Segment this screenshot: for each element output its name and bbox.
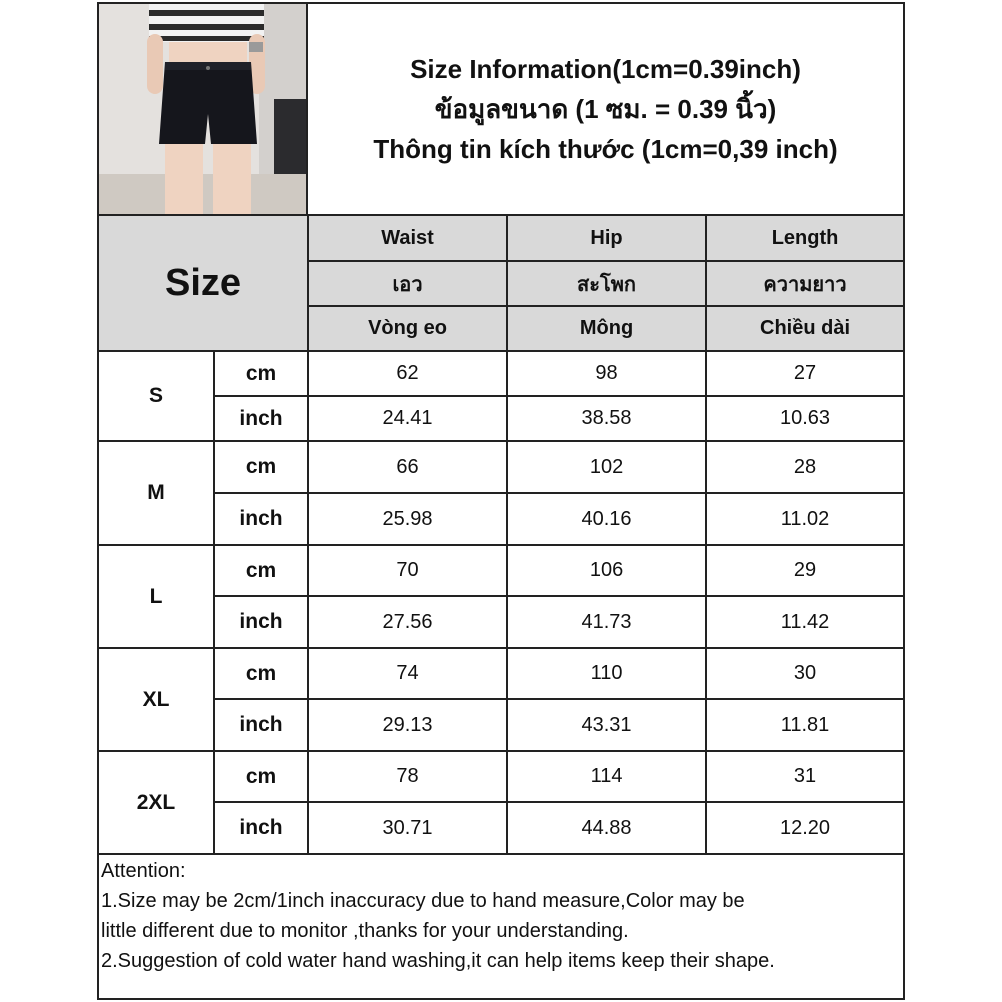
waist-header-en: Waist [308, 216, 507, 261]
hip-value: 38.58 [507, 396, 706, 441]
length-value: 28 [706, 441, 903, 493]
length-header-en: Length [706, 216, 903, 261]
table-row [99, 751, 903, 802]
unit-label: inch [214, 493, 308, 545]
hip-value: 106 [507, 545, 706, 596]
waist-value: 25.98 [308, 493, 507, 545]
size-label: L [99, 545, 214, 648]
waist-value: 27.56 [308, 596, 507, 648]
hip-value: 43.31 [507, 699, 706, 751]
size-column-header: Size [99, 216, 308, 351]
unit-label: inch [214, 802, 308, 854]
size-label: 2XL [99, 751, 214, 854]
length-value: 10.63 [706, 396, 903, 441]
waist-value: 70 [308, 545, 507, 596]
table-row [99, 699, 903, 751]
hip-value: 40.16 [507, 493, 706, 545]
length-header-vi: Chiều dài [706, 306, 903, 351]
table-row [99, 351, 903, 396]
table-row [99, 441, 903, 493]
waist-value: 74 [308, 648, 507, 699]
length-value: 11.81 [706, 699, 903, 751]
title-thai: ข้อมูลขนาด (1 ซม. = 0.39 นิ้ว) [434, 94, 777, 124]
hip-value: 44.88 [507, 802, 706, 854]
table-row [99, 802, 903, 854]
length-value: 30 [706, 648, 903, 699]
waist-value: 62 [308, 351, 507, 396]
notes-heading: Attention: [101, 860, 186, 882]
notes-line: 1.Size may be 2cm/1inch inaccuracy due to hand measure,Color may be [101, 890, 745, 912]
hip-header-en: Hip [507, 216, 706, 261]
unit-label: cm [214, 441, 308, 493]
unit-label: cm [214, 751, 308, 802]
waist-header-th: เอว [308, 261, 507, 306]
title-vietnamese: Thông tin kích thước (1cm=0,39 inch) [373, 134, 838, 164]
table-header-row [99, 216, 903, 261]
hip-header-vi: Mông [507, 306, 706, 351]
table-row [99, 596, 903, 648]
size-label: XL [99, 648, 214, 751]
unit-label: inch [214, 699, 308, 751]
length-value: 27 [706, 351, 903, 396]
waist-value: 66 [308, 441, 507, 493]
unit-label: inch [214, 396, 308, 441]
size-table [99, 216, 903, 855]
attention-notes [101, 854, 901, 998]
hip-value: 98 [507, 351, 706, 396]
unit-label: inch [214, 596, 308, 648]
length-value: 12.20 [706, 802, 903, 854]
unit-label: cm [214, 648, 308, 699]
table-row [99, 545, 903, 596]
title-english: Size Information(1cm=0.39inch) [410, 54, 801, 84]
unit-label: cm [214, 351, 308, 396]
length-value: 11.02 [706, 493, 903, 545]
notes-line: little different due to monitor ,thanks for your understanding. [101, 920, 629, 942]
product-photo [99, 4, 308, 216]
model-wearing-shorts-image [99, 4, 306, 214]
waist-value: 29.13 [308, 699, 507, 751]
length-value: 11.42 [706, 596, 903, 648]
hip-value: 41.73 [507, 596, 706, 648]
size-label: M [99, 441, 214, 545]
hip-value: 102 [507, 441, 706, 493]
table-row [99, 396, 903, 441]
waist-header-vi: Vòng eo [308, 306, 507, 351]
length-value: 31 [706, 751, 903, 802]
size-label: S [99, 351, 214, 441]
size-information-title [308, 4, 903, 216]
waist-value: 30.71 [308, 802, 507, 854]
notes-line: 2.Suggestion of cold water hand washing,it can help items keep their shape. [101, 950, 775, 972]
hip-header-th: สะโพก [507, 261, 706, 306]
table-row [99, 648, 903, 699]
waist-value: 78 [308, 751, 507, 802]
hip-value: 114 [507, 751, 706, 802]
hip-value: 110 [507, 648, 706, 699]
waist-value: 24.41 [308, 396, 507, 441]
length-value: 29 [706, 545, 903, 596]
length-header-th: ความยาว [706, 261, 903, 306]
size-chart-frame [97, 2, 905, 1000]
unit-label: cm [214, 545, 308, 596]
table-row [99, 493, 903, 545]
